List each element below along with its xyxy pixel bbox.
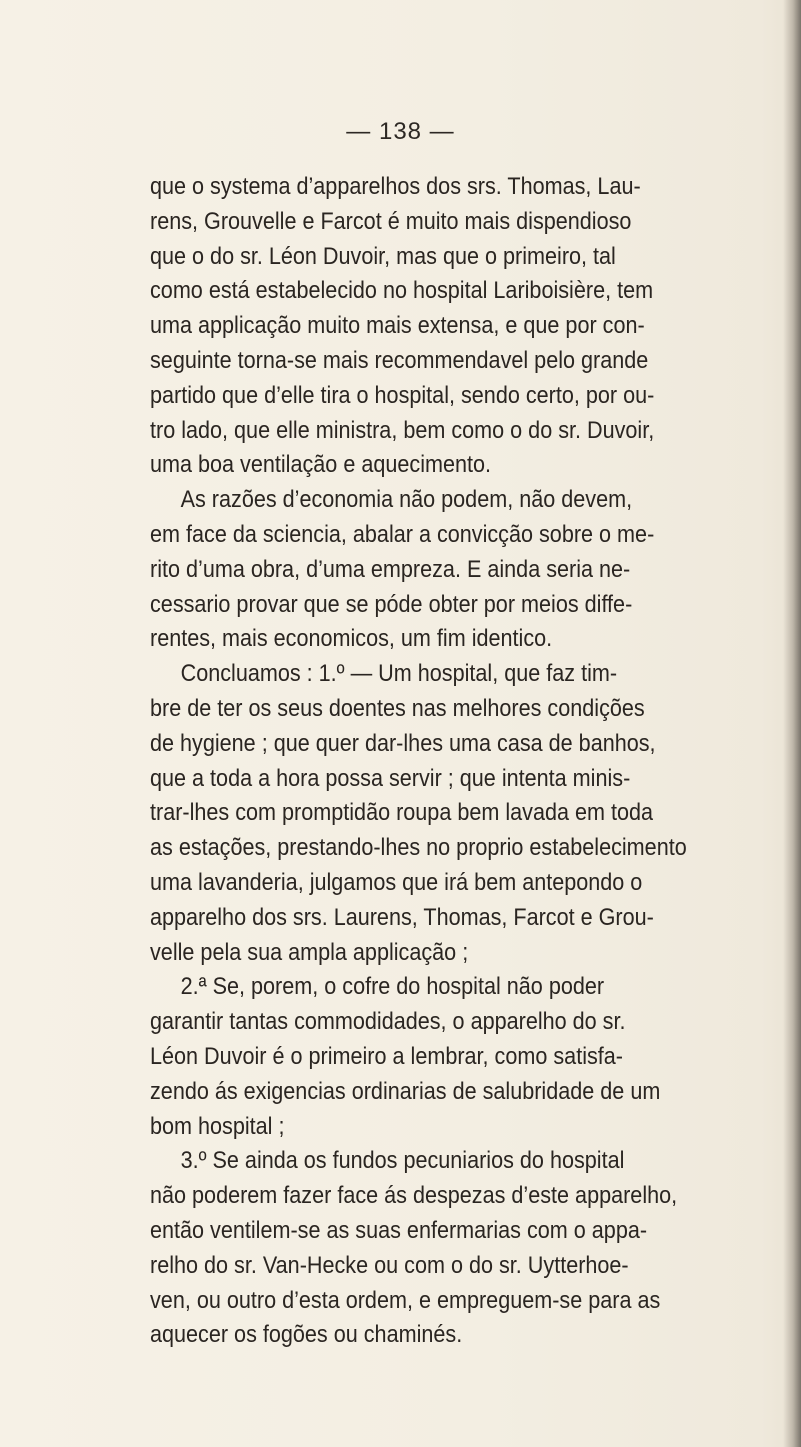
page-edge-shadow (783, 0, 801, 1447)
text-line: cessario provar que se póde obter por meios diffe- (150, 590, 633, 618)
text-line: relho do sr. Van-Hecke ou com o do sr. Uytterhoe- (150, 1251, 629, 1279)
text-line: rens, Grouvelle e Farcot é muito mais dispendioso (150, 207, 632, 235)
text-line: então ventilem-se as suas enfermarias com o appa- (150, 1216, 648, 1244)
text-line: bre de ter os seus doentes nas melhores condições (150, 694, 645, 722)
text-line: como está estabelecido no hospital Lariboisière, tem (150, 277, 654, 305)
text-line: em face da sciencia, abalar a convicção sobre o me- (150, 520, 655, 548)
text-line: não poderem fazer face ás despezas d’este apparelho, (150, 1182, 678, 1210)
text-line: bom hospital ; (150, 1112, 285, 1140)
text-line: trar-lhes com promptidão roupa bem lavada em toda (150, 799, 654, 827)
text-line: zendo ás exigencias ordinarias de salubridade de um (150, 1077, 661, 1105)
text-line: apparelho dos srs. Laurens, Thomas, Farcot e Grou- (150, 903, 654, 931)
text-line: ven, ou outro d’esta ordem, e empreguem-se para as (150, 1286, 661, 1314)
text-line: as estações, prestando-lhes no proprio estabelecimento (150, 834, 687, 862)
text-line: que o systema d’apparelhos dos srs. Thomas, Lau- (150, 173, 641, 200)
text-line: seguinte torna-se mais recommendavel pelo grande (150, 346, 649, 374)
text-line: uma boa ventilação e aquecimento. (150, 451, 492, 479)
text-line: que a toda a hora possa servir ; que intenta minis- (150, 764, 631, 792)
text-line: de hygiene ; que quer dar-lhes uma casa de banhos, (150, 729, 656, 757)
paragraph-start-line: Concluamos : 1.º — Um hospital, que faz tim- (180, 660, 618, 688)
body-text (150, 170, 710, 1353)
text-line: aquecer os fogões ou chaminés. (150, 1321, 463, 1349)
text-line: garantir tantas commodidades, o apparelho do sr. (150, 1008, 626, 1036)
text-line: rito d’uma obra, d’uma empreza. E ainda seria ne- (150, 555, 631, 583)
paragraph-start-line: 2.ª Se, porem, o cofre do hospital não poder (180, 973, 605, 1001)
text-line: velle pela sua ampla applicação ; (150, 938, 469, 966)
text-line: Léon Duvoir é o primeiro a lembrar, como satisfa- (150, 1042, 624, 1070)
text-line: que o do sr. Léon Duvoir, mas que o primeiro, tal (150, 242, 616, 270)
text-line: rentes, mais economicos, um fim identico. (150, 625, 553, 653)
text-line: uma lavanderia, julgamos que irá bem antepondo o (150, 868, 643, 896)
text-line: partido que d’elle tira o hospital, sendo certo, por ou- (150, 381, 655, 409)
paragraph-start-line: 3.º Se ainda os fundos pecuniarios do hospital (180, 1147, 625, 1175)
text-line: uma applicação muito mais extensa, e que por con- (150, 312, 645, 340)
paragraph-start-line: As razões d’economia não podem, não devem, (180, 486, 633, 514)
text-line: tro lado, que elle ministra, bem como o do sr. Duvoir, (150, 416, 655, 444)
page-number: — 138 — (346, 118, 455, 145)
